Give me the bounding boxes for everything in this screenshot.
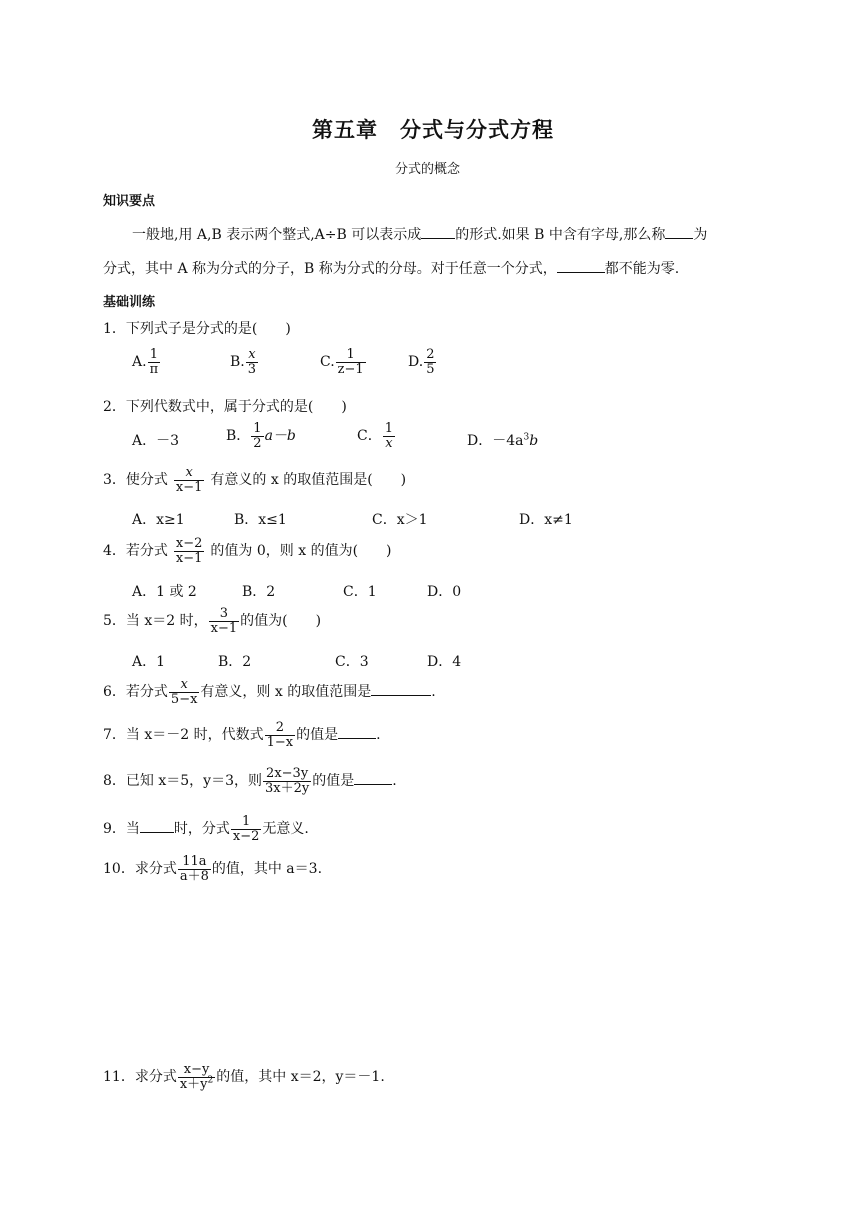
fraction: [424, 348, 436, 376]
question-4-option-b[interactable]: B．2: [242, 584, 276, 600]
option-label: D.: [408, 354, 424, 371]
question-5-stem: [103, 607, 321, 635]
question-5-option-a[interactable]: A．1: [132, 654, 166, 670]
numerator: 1: [384, 421, 393, 436]
question-5-option-d[interactable]: D．4: [427, 654, 462, 670]
question-2-option-d[interactable]: [467, 430, 538, 450]
training-heading: 基础训练: [103, 295, 156, 310]
question-text: 当 x＝2 时，: [125, 613, 208, 630]
question-1-option-c[interactable]: [320, 348, 367, 376]
knowledge-heading: 知识要点: [103, 194, 156, 209]
fraction: [265, 721, 296, 749]
denominator: x−1: [210, 620, 238, 636]
fraction: [209, 607, 240, 635]
option-label: A.: [132, 354, 147, 371]
question-number: 3．: [103, 472, 126, 489]
question-text: .: [376, 727, 381, 744]
exponent: 3: [523, 432, 530, 443]
question-3-option-c[interactable]: C．x＞1: [372, 512, 428, 528]
numerator: x: [180, 677, 188, 692]
answer-blank[interactable]: [338, 726, 376, 739]
question-3-stem: [103, 466, 406, 494]
question-number: 5．: [103, 613, 126, 630]
denominator: x−1: [175, 550, 203, 566]
question-text: 求分式: [134, 861, 177, 878]
question-10: [103, 855, 322, 883]
numerator: x−2: [175, 536, 203, 551]
expression-tail: b: [529, 433, 539, 449]
question-text: 无意义.: [262, 821, 309, 838]
knowledge-text-3: 为: [693, 227, 708, 243]
question-3-option-d[interactable]: D．x≠1: [519, 512, 573, 528]
question-text: 的值，其中 a＝3.: [211, 861, 323, 878]
denominator-text: x＋y: [179, 1076, 208, 1092]
exponent: 2: [207, 1075, 214, 1086]
denominator: 2: [253, 435, 262, 451]
denominator: [178, 1077, 215, 1092]
option-label: D．－4a: [467, 433, 524, 449]
fraction: [246, 348, 258, 376]
numerator: 1: [253, 421, 262, 436]
denominator: a＋8: [179, 868, 209, 884]
blank-3[interactable]: [557, 260, 605, 273]
question-number: 9．: [103, 821, 126, 838]
question-number: 4．: [103, 543, 126, 560]
option-label: B．: [226, 428, 251, 445]
question-4-stem: [103, 537, 392, 565]
question-text: .: [431, 684, 436, 701]
fraction: [169, 678, 200, 706]
denominator: 1−x: [266, 734, 294, 750]
question-5-option-b[interactable]: B．2: [218, 654, 252, 670]
fraction: [178, 1063, 215, 1091]
numerator: 1: [149, 347, 158, 362]
denominator: 5: [426, 361, 435, 377]
question-1-option-b[interactable]: [230, 348, 259, 376]
page-title: 第五章 分式与分式方程: [312, 118, 554, 142]
question-number: 2．: [103, 399, 126, 415]
question-9: [103, 815, 309, 843]
fraction: [174, 466, 205, 494]
question-number: 11．: [103, 1069, 135, 1086]
question-1-stem: [103, 318, 291, 338]
question-text: 使分式: [125, 472, 168, 489]
numerator: 2x−3y: [266, 766, 309, 781]
question-11: [103, 1063, 385, 1091]
denominator: 3x＋2y: [265, 780, 310, 796]
question-2-option-c[interactable]: [357, 422, 396, 450]
numerator: 1: [346, 347, 355, 362]
question-5-option-c[interactable]: C．3: [335, 654, 369, 670]
option-label: B.: [230, 354, 245, 371]
question-2-option-b[interactable]: [226, 422, 296, 450]
question-1-option-d[interactable]: [408, 348, 437, 376]
numerator: 2: [275, 720, 285, 735]
option-label: C.: [320, 354, 335, 371]
question-text: 当: [125, 821, 140, 838]
question-number: 1．: [103, 321, 126, 337]
denominator: x−1: [175, 479, 203, 495]
question-text: 下列代数式中，属于分式的是( ): [125, 399, 347, 415]
question-text: 时，分式: [173, 821, 230, 838]
question-number: 10．: [103, 861, 135, 878]
question-text: 下列式子是分式的是( ): [125, 321, 291, 337]
denominator: z−1: [337, 361, 364, 377]
numerator: 1: [242, 814, 251, 829]
knowledge-text-2: 的形式.如果 B 中含有字母,那么称: [455, 227, 666, 243]
knowledge-text-1: 一般地,用 A,B 表示两个整式,A÷B 可以表示成: [132, 227, 422, 243]
knowledge-line-2: [103, 258, 679, 278]
fraction: [263, 767, 311, 795]
fraction: [231, 815, 262, 843]
knowledge-line-1: [132, 224, 707, 244]
question-text: 求分式: [134, 1069, 177, 1086]
numerator: x−y: [183, 1062, 210, 1077]
question-number: 6．: [103, 684, 126, 701]
fraction: [383, 422, 395, 450]
denominator: 3: [247, 361, 257, 377]
question-text: 有意义，则 x 的取值范围是: [200, 684, 372, 701]
question-text: 若分式: [125, 684, 168, 701]
numerator: 2: [426, 347, 435, 362]
fraction: [174, 537, 205, 565]
question-text: 有意义的 x 的取值范围是( ): [210, 472, 407, 489]
option-label: C．: [357, 428, 382, 445]
question-8: [103, 767, 397, 795]
blank-2[interactable]: [665, 226, 693, 239]
denominator: x: [385, 435, 393, 451]
question-number: 7．: [103, 727, 126, 744]
fraction: [178, 855, 211, 883]
fraction: [251, 422, 263, 450]
question-text: .: [392, 773, 397, 790]
expression-tail: a－b: [264, 428, 296, 445]
numerator: x: [248, 347, 256, 362]
knowledge-text-5: 都不能为零.: [604, 261, 680, 277]
numerator: 11a: [182, 854, 207, 869]
denominator: x−2: [232, 828, 260, 844]
question-6: [103, 678, 436, 706]
page-subtitle: 分式的概念: [395, 162, 461, 177]
question-text: 的值为 0，则 x 的值为( ): [210, 543, 392, 560]
fraction: [336, 348, 366, 376]
question-text: 当 x＝－2 时，代数式: [125, 727, 264, 744]
question-text: 的值是: [296, 727, 339, 744]
answer-blank[interactable]: [140, 820, 174, 833]
question-text: 的值，其中 x＝2，y＝－1.: [216, 1069, 385, 1086]
numerator: 3: [219, 606, 229, 621]
question-3-option-b[interactable]: B．x≤1: [234, 512, 287, 528]
question-4-option-a[interactable]: A．1 或 2: [132, 584, 197, 600]
answer-blank[interactable]: [354, 772, 392, 785]
question-text: 已知 x＝5，y＝3，则: [125, 773, 262, 790]
question-2-stem: [103, 396, 347, 416]
question-2-option-a[interactable]: A．－3: [132, 433, 180, 449]
question-number: 8．: [103, 773, 126, 790]
question-1-option-a[interactable]: [132, 348, 161, 376]
denominator: 5−x: [170, 691, 198, 707]
fraction: [148, 348, 161, 376]
denominator: π: [149, 361, 159, 377]
knowledge-text-4: 分式，其中 A 称为分式的分子，B 称为分式的分母。对于任意一个分式，: [103, 261, 557, 277]
question-text: 若分式: [125, 543, 168, 560]
question-text: 的值是: [312, 773, 355, 790]
numerator: x: [185, 465, 193, 480]
answer-blank[interactable]: [371, 683, 431, 696]
question-3-option-a[interactable]: A．x≥1: [132, 512, 185, 528]
question-4-option-c[interactable]: C．1: [343, 584, 377, 600]
question-4-option-d[interactable]: D．0: [427, 584, 462, 600]
question-text: 的值为( ): [240, 613, 322, 630]
question-7: [103, 721, 381, 749]
blank-1[interactable]: [421, 226, 455, 239]
